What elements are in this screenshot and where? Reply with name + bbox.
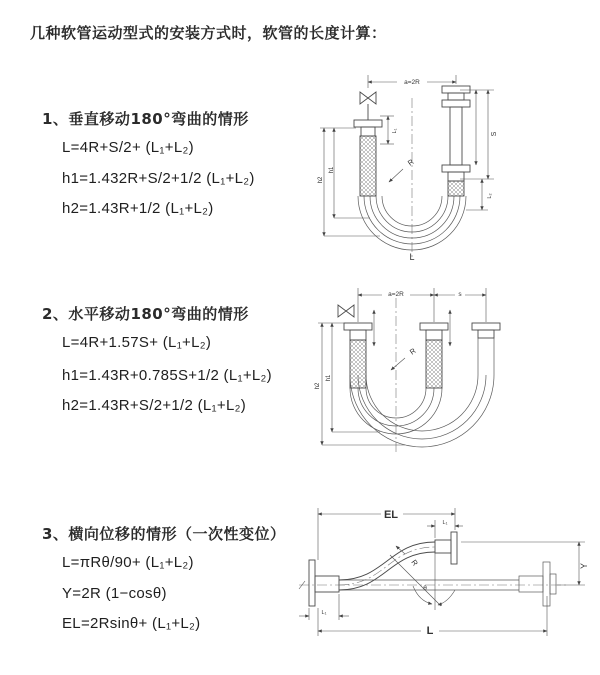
flange-3 (472, 323, 500, 338)
dim-label-l1-top: L₁ (442, 520, 448, 526)
right-pipe-assembly (442, 86, 470, 181)
dim-label-h2: h2 (318, 176, 324, 184)
flange-2 (420, 323, 448, 340)
dim-label-l1-left: L₁ (321, 610, 327, 616)
section-2-formula-h1: h1=1.43R+0.785S+1/2 (L₁+L₂) (62, 367, 272, 384)
dim-label-a2r: a=2R (404, 79, 420, 86)
dim-label-s: s (458, 291, 462, 298)
section-2-formula-h2: h2=1.43R+S/2+1/2 (L₁+L₂) (62, 397, 247, 414)
radius-label: R (405, 157, 416, 168)
page-title: 几种软管运动型式的安装方式时，软管的长度计算： (30, 24, 387, 42)
section-1-formula-h1: h1=1.432R+S/2+1/2 (L₁+L₂) (62, 170, 255, 187)
section-1-formula-h2: h2=1.43R+1/2 (L₁+L₂) (62, 200, 214, 217)
angle-label: θ (423, 585, 427, 592)
diagram-lateral-displacement (295, 498, 595, 650)
radius-label: R (409, 557, 420, 568)
dimension-lines (320, 75, 494, 236)
valve-icon (338, 305, 354, 317)
length-label: L (409, 252, 415, 262)
diagram-horizontal-180-bend (310, 280, 545, 460)
left-flange (309, 560, 339, 606)
section-2-heading: 2、水平移动180°弯曲的情形 (42, 305, 249, 323)
dim-label-h2: h2 (315, 382, 321, 390)
dimension-lines (299, 508, 585, 636)
section-3-formula-Y: Y=2R (1−cosθ) (62, 585, 167, 602)
section-1-heading: 1、垂直移动180°弯曲的情形 (42, 110, 249, 128)
section-3-formula-EL: EL=2Rsinθ+ (L₁+L₂) (62, 615, 201, 632)
flange-1 (344, 323, 372, 340)
braided-hose-right (448, 181, 464, 196)
hose-bend-arcs (358, 196, 466, 250)
section-3-formula-L: L=πRθ/90+ (L₁+L₂) (62, 554, 194, 571)
braided-hose-left (360, 136, 376, 196)
dim-label-h1: h1 (326, 374, 332, 382)
braided-hose-2 (426, 340, 442, 388)
braided-hose-1 (350, 340, 366, 388)
diagram-vertical-180-bend (310, 70, 525, 262)
radius-label: R (407, 346, 418, 357)
dim-label-s: S (491, 131, 498, 137)
dimension-lines (318, 288, 486, 445)
dim-label-l1: L₁ (392, 128, 398, 134)
section-1-formula-L: L=4R+S/2+ (L₁+L₂) (62, 139, 194, 156)
angle-construction (390, 546, 455, 610)
hose-bend-arcs (350, 338, 494, 447)
left-flange (354, 120, 382, 136)
section-2-formula-L: L=4R+1.57S+ (L₁+L₂) (62, 334, 212, 351)
dim-label-h1: h1 (329, 166, 335, 174)
dim-label-l: L (426, 625, 434, 637)
section-3-heading: 3、横向位移的情形（一次性变位） (42, 525, 286, 543)
dim-label-a2r: a=2R (388, 291, 404, 298)
dim-label-y: Y (579, 562, 589, 570)
valve-icon (360, 92, 376, 120)
displaced-hose (339, 532, 457, 590)
dim-label-el: EL (383, 509, 399, 521)
dim-label-l2: L₂ (487, 193, 493, 199)
